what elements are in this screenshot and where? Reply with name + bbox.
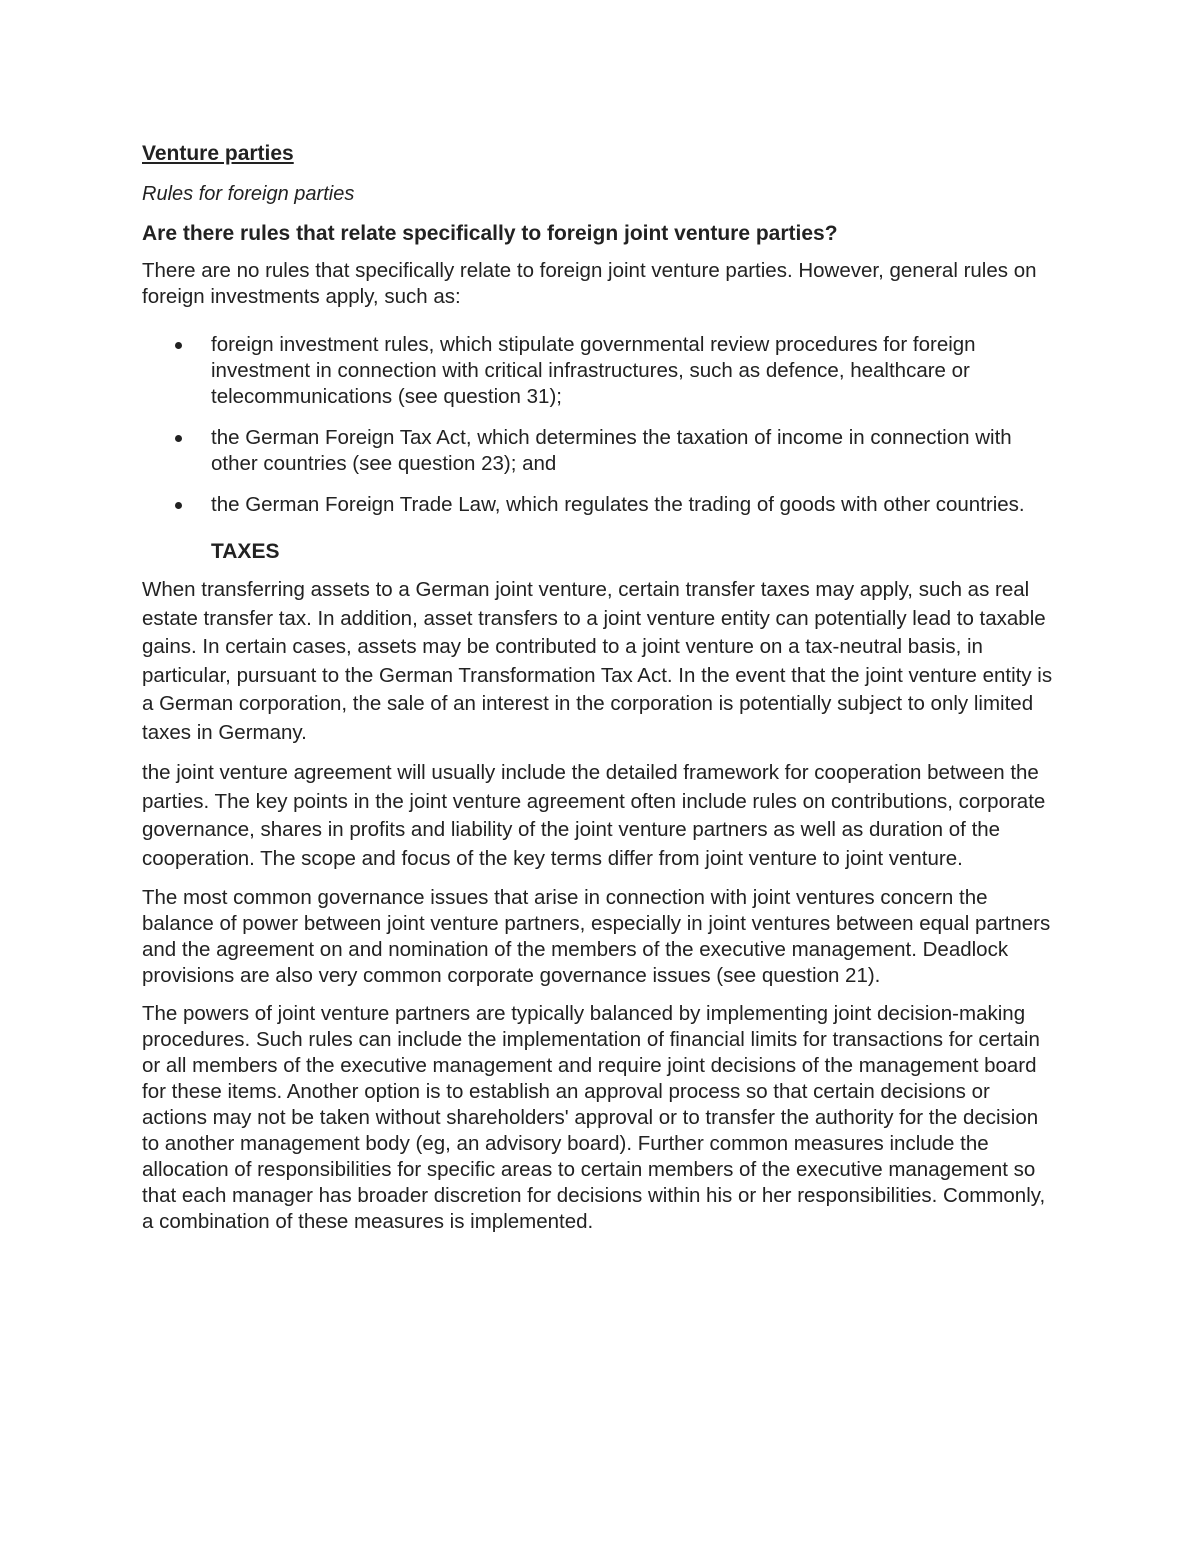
list-item-text: the German Foreign Tax Act, which determines the taxation of income in connection with other countries (see question 23); and bbox=[211, 426, 1012, 475]
subtitle: Rules for foreign parties bbox=[142, 183, 355, 205]
agreement-paragraph: the joint venture agreement will usually include the detailed framework for cooperation between the parties. The key points in the joint venture agreement often include rules on contributions, corporate governance, shares in profits and liability of the joint venture partners as well as duration of the cooperation. The scope and focus of the key terms differ from joint venture to joint venture. bbox=[142, 761, 1046, 870]
taxes-heading: TAXES bbox=[211, 540, 280, 563]
list-item bbox=[142, 492, 1060, 518]
intro-paragraph: There are no rules that specifically relate to foreign joint venture parties. However, general rules on foreign investments apply, such as: bbox=[142, 259, 1037, 308]
bullet-list bbox=[142, 332, 1060, 518]
bullet-icon bbox=[175, 502, 182, 509]
list-item bbox=[142, 332, 1060, 410]
bullet-icon bbox=[175, 435, 182, 442]
list-item-text: the German Foreign Trade Law, which regulates the trading of goods with other countries. bbox=[211, 493, 1025, 516]
governance-paragraph: The most common governance issues that arise in connection with joint ventures concern the balance of power between joint venture partners, especially in joint ventures between equal partners and the agreement on and nomination of the members of the executive management. Deadlock provisions are also very common corporate governance issues (see question 21). bbox=[142, 886, 1051, 987]
section-title: Venture parties bbox=[142, 142, 294, 165]
powers-paragraph: The powers of joint venture partners are typically balanced by implementing joint decision-making procedures. Such rules can include the implementation of financial limits for transactions for certain or all members of the executive management and require joint decisions of the management board for these items. Another option is to establish an approval process so that certain decisions or actions may not be taken without shareholders' approval or to transfer the authority for the decision to another management body (eg, an advisory board). Further common measures include the allocation of responsibilities for specific areas to certain members of the executive management so that each manager has broader discretion for decisions within his or her responsibilities. Commonly, a combination of these measures is implemented. bbox=[142, 1002, 1046, 1233]
taxes-paragraph: When transferring assets to a German joint venture, certain transfer taxes may apply, such as real estate transfer tax. In addition, asset transfers to a joint venture entity can potentially lead to taxable gains. In certain cases, assets may be contributed to a joint venture on a tax-neutral basis, in particular, pursuant to the German Transformation Tax Act. In the event that the joint venture entity is a German corporation, the sale of an interest in the corporation is potentially subject to only limited taxes in Germany. bbox=[142, 578, 1053, 744]
question-heading: Are there rules that relate specifically to foreign joint venture parties? bbox=[142, 222, 838, 245]
document-page bbox=[142, 140, 1060, 1235]
list-item bbox=[142, 425, 1060, 477]
list-item-text: foreign investment rules, which stipulate governmental review procedures for foreign investment in connection with critical infrastructures, such as defence, healthcare or telecommunications (see question 31); bbox=[211, 333, 976, 408]
bullet-icon bbox=[175, 342, 182, 349]
